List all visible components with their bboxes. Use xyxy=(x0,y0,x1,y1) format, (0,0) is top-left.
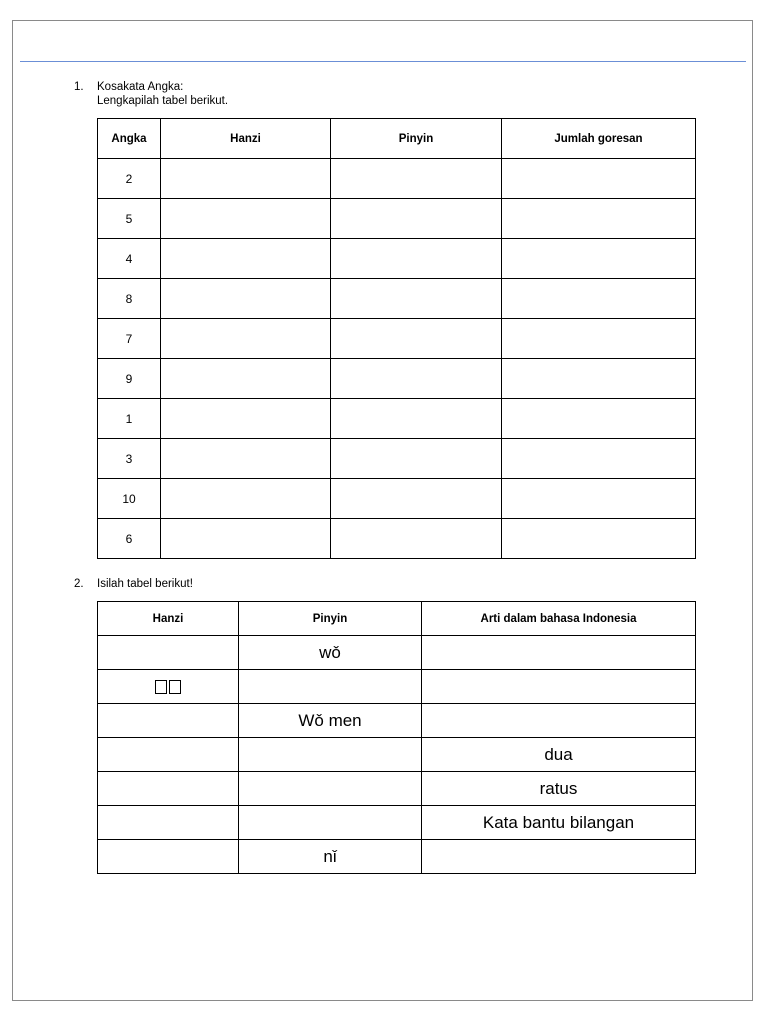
hanzi-cell[interactable] xyxy=(98,840,239,874)
pinyin-cell[interactable] xyxy=(331,439,502,479)
hanzi-cell[interactable] xyxy=(161,279,331,319)
hanzi-cell[interactable] xyxy=(161,319,331,359)
angka-cell: 10 xyxy=(98,479,161,519)
table-row xyxy=(98,319,696,359)
pinyin-cell[interactable] xyxy=(331,239,502,279)
goresan-cell[interactable] xyxy=(502,279,696,319)
question-1-number: 1. xyxy=(74,81,84,93)
question-2-number: 2. xyxy=(74,578,84,590)
table-row xyxy=(98,479,696,519)
arti-cell[interactable] xyxy=(422,704,696,738)
angka-cell: 3 xyxy=(98,439,161,479)
angka-cell: 2 xyxy=(98,159,161,199)
pinyin-cell[interactable] xyxy=(331,399,502,439)
question-1-instruction: Lengkapilah tabel berikut. xyxy=(97,95,229,107)
table-header-row xyxy=(98,602,696,636)
goresan-cell[interactable] xyxy=(502,439,696,479)
angka-cell: 8 xyxy=(98,279,161,319)
header-hanzi: Hanzi xyxy=(161,119,331,159)
pinyin-cell[interactable]: nǐ xyxy=(239,840,422,874)
table-row xyxy=(98,636,696,670)
pinyin-cell[interactable] xyxy=(331,159,502,199)
pinyin-cell[interactable] xyxy=(239,806,422,840)
angka-cell: 5 xyxy=(98,199,161,239)
question-2-heading xyxy=(0,577,768,593)
angka-cell: 1 xyxy=(98,399,161,439)
pinyin-cell[interactable]: wǒ xyxy=(239,636,422,670)
pinyin-cell[interactable] xyxy=(331,519,502,559)
goresan-cell[interactable] xyxy=(502,399,696,439)
hanzi-cell[interactable] xyxy=(161,359,331,399)
hanzi-cell[interactable] xyxy=(98,738,239,772)
arti-cell[interactable] xyxy=(422,840,696,874)
table-row xyxy=(98,704,696,738)
pinyin-cell[interactable] xyxy=(239,670,422,704)
header-hanzi: Hanzi xyxy=(98,602,239,636)
pinyin-cell[interactable] xyxy=(331,319,502,359)
hanzi-cell[interactable] xyxy=(98,806,239,840)
goresan-cell[interactable] xyxy=(502,159,696,199)
header-pinyin: Pinyin xyxy=(239,602,422,636)
table-row xyxy=(98,439,696,479)
question-2-instruction: Isilah tabel berikut! xyxy=(97,578,193,590)
table-header-row xyxy=(98,119,696,159)
angka-cell: 7 xyxy=(98,319,161,359)
table-row xyxy=(98,199,696,239)
goresan-cell[interactable] xyxy=(502,199,696,239)
translation-table xyxy=(97,601,696,874)
hanzi-cell[interactable] xyxy=(98,704,239,738)
hanzi-cell[interactable] xyxy=(161,479,331,519)
hanzi-cell[interactable] xyxy=(98,636,239,670)
hanzi-cell[interactable] xyxy=(161,239,331,279)
angka-cell: 9 xyxy=(98,359,161,399)
missing-glyph-icon xyxy=(155,680,167,694)
header-pinyin: Pinyin xyxy=(331,119,502,159)
question-1-heading xyxy=(0,80,768,110)
pinyin-cell[interactable]: Wǒ men xyxy=(239,704,422,738)
angka-cell: 6 xyxy=(98,519,161,559)
goresan-cell[interactable] xyxy=(502,239,696,279)
pinyin-cell[interactable] xyxy=(239,738,422,772)
arti-cell[interactable]: ratus xyxy=(422,772,696,806)
arti-cell[interactable] xyxy=(422,670,696,704)
number-vocabulary-table xyxy=(97,118,696,559)
goresan-cell[interactable] xyxy=(502,359,696,399)
table-row xyxy=(98,239,696,279)
table-row xyxy=(98,670,696,704)
angka-cell: 4 xyxy=(98,239,161,279)
pinyin-cell[interactable] xyxy=(239,772,422,806)
question-1-title: Kosakata Angka: xyxy=(97,81,184,93)
pinyin-cell[interactable] xyxy=(331,479,502,519)
pinyin-cell[interactable] xyxy=(331,279,502,319)
table-row xyxy=(98,806,696,840)
goresan-cell[interactable] xyxy=(502,479,696,519)
table-row xyxy=(98,840,696,874)
goresan-cell[interactable] xyxy=(502,319,696,359)
header-angka: Angka xyxy=(98,119,161,159)
table-row xyxy=(98,279,696,319)
table-row xyxy=(98,772,696,806)
table-row xyxy=(98,738,696,772)
hanzi-cell[interactable] xyxy=(161,439,331,479)
header-arti: Arti dalam bahasa Indonesia xyxy=(422,602,696,636)
table-row xyxy=(98,399,696,439)
hanzi-cell[interactable] xyxy=(161,159,331,199)
header-rule xyxy=(20,61,746,62)
hanzi-cell[interactable] xyxy=(161,519,331,559)
hanzi-cell[interactable] xyxy=(98,772,239,806)
arti-cell[interactable] xyxy=(422,636,696,670)
arti-cell[interactable]: dua xyxy=(422,738,696,772)
arti-cell[interactable]: Kata bantu bilangan xyxy=(422,806,696,840)
missing-glyph-icon xyxy=(169,680,181,694)
hanzi-cell[interactable] xyxy=(161,399,331,439)
table-row xyxy=(98,519,696,559)
pinyin-cell[interactable] xyxy=(331,199,502,239)
pinyin-cell[interactable] xyxy=(331,359,502,399)
goresan-cell[interactable] xyxy=(502,519,696,559)
header-jumlah-goresan: Jumlah goresan xyxy=(502,119,696,159)
table-row xyxy=(98,159,696,199)
hanzi-cell[interactable] xyxy=(161,199,331,239)
hanzi-cell[interactable] xyxy=(98,670,239,704)
table-row xyxy=(98,359,696,399)
